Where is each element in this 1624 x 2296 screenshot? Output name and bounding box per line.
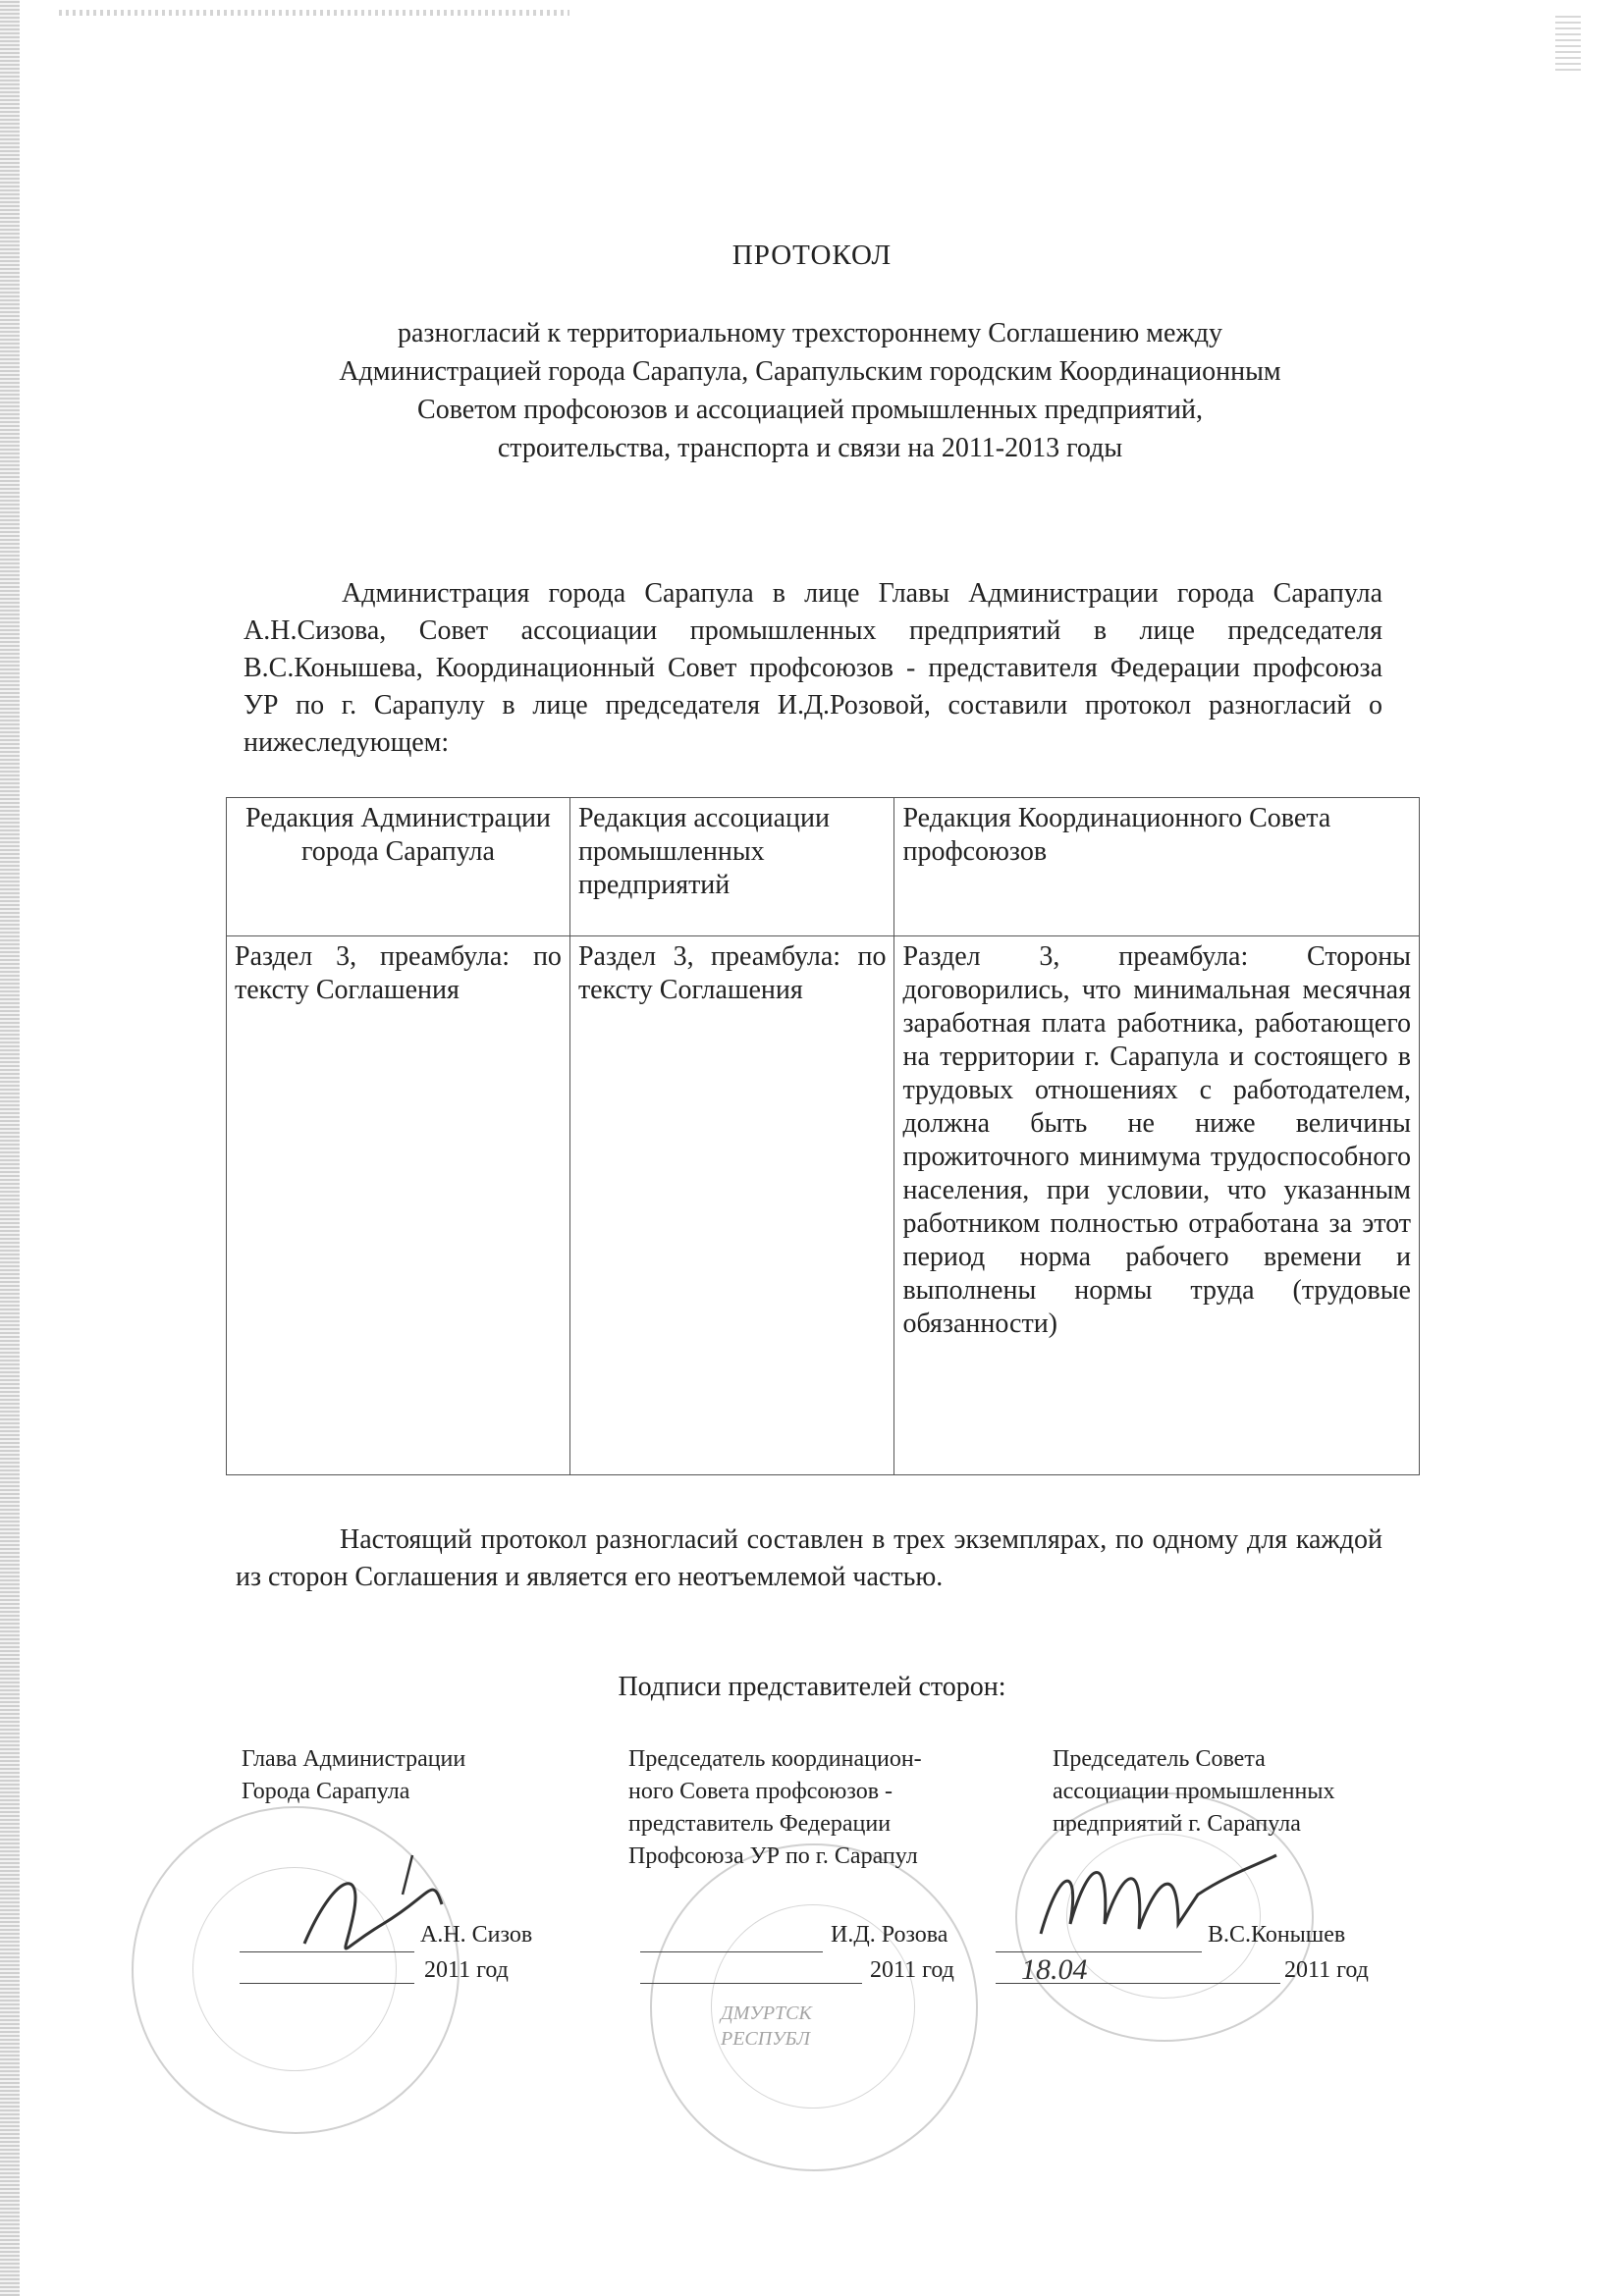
table-header-row — [227, 798, 1420, 936]
header-trade-unions: Редакция Координационного Совета профсоюзов — [894, 798, 1420, 936]
handwritten-signature-sizov — [295, 1836, 491, 1973]
signatory-position: ассоциации промышленных — [1053, 1779, 1335, 1804]
document-title: ПРОТОКОЛ — [731, 240, 893, 271]
cell-association: Раздел 3, преамбула: по тексту Соглашения — [569, 936, 894, 1475]
subtitle-line: Администрацией города Сарапула, Сарапульским городским Координационным — [339, 356, 1281, 387]
subtitle-line: разногласий к территориальному трехстороннему Соглашению между — [397, 318, 1222, 348]
signatory-position: Председатель Совета — [1053, 1746, 1266, 1772]
official-seal-stamp — [650, 1843, 978, 2171]
signatory-trade-unions — [628, 1743, 1021, 1873]
table-row — [227, 936, 1420, 1475]
handwritten-date: 18.04 — [1021, 1953, 1088, 1986]
date-line — [640, 1983, 862, 1984]
header-association: Редакция ассоциации промышленных предприятий — [569, 798, 894, 936]
subtitle-line: Советом профсоюзов и ассоциацией промышленных предприятий, — [417, 395, 1203, 425]
header-administration: Редакция Администрации города Сарапула — [227, 798, 570, 936]
closing-paragraph: Настоящий протокол разногласий составлен в трех экземплярах, по одному для каждой из сторон Соглашения и является его неотъемлемой частью. — [236, 1524, 1382, 1592]
signatory-date: 2011 год — [870, 1957, 954, 1983]
signatory-position: Председатель координацион- — [628, 1746, 922, 1772]
signatory-position: Глава Администрации — [242, 1746, 466, 1772]
subtitle-line: строительства, транспорта и связи на 2011-2013 годы — [497, 433, 1123, 463]
signatory-association — [1053, 1743, 1426, 1841]
document-subtitle — [236, 314, 1384, 467]
signatory-position: Профсоюза УР по г. Сарапул — [628, 1843, 918, 1869]
signatory-position: предприятий г. Сарапула — [1053, 1811, 1301, 1837]
signatory-administration — [242, 1743, 575, 1808]
signatures-heading: Подписи представителей сторон: — [618, 1672, 1006, 1702]
signatory-name: И.Д. Розова — [831, 1922, 948, 1948]
signature-line — [640, 1951, 823, 1952]
date-line — [240, 1983, 414, 1984]
disagreement-table — [226, 797, 1420, 1475]
cell-trade-unions: Раздел 3, преамбула: Стороны договорились, что минимальная месячная заработная плата работника, работающего на территории г. Сарапула и состоящего в трудовых отношениях с работодателем, должна быть не ниже величины прожиточного минимума трудоспособного населения, при условии, что указанным работником полностью отработана за этот период норма рабочего времени и выполнены нормы труда (трудовые обязанности) — [894, 936, 1420, 1475]
seal-text: ДМУРТСК — [721, 2002, 812, 2024]
signatory-name: А.Н. Сизов — [420, 1922, 533, 1948]
signatory-date: 2011 год — [424, 1957, 509, 1983]
seal-text: РЕСПУБЛ — [721, 2028, 811, 2050]
signatory-position: ного Совета профсоюзов - — [628, 1779, 893, 1804]
signatory-date: 2011 год — [1284, 1957, 1369, 1983]
cell-administration: Раздел 3, преамбула: по тексту Соглашения — [227, 936, 570, 1475]
signatory-position: Города Сарапула — [242, 1779, 410, 1804]
signatory-position: представитель Федерации — [628, 1811, 892, 1837]
intro-paragraph: Администрация города Сарапула в лице Главы Администрации города Сарапула А.Н.Сизова, Совет ассоциации промышленных предприятий в лице председателя В.С.Конышева, Координационный Совет профсоюзов - представителя Федерации профсоюза УР по г. Сарапулу в лице председателя И.Д.Розовой, составили протокол разногласий о нижеследующем: — [244, 578, 1382, 758]
signatory-name: В.С.Конышев — [1208, 1922, 1346, 1948]
handwritten-signature-konyshev — [1031, 1836, 1286, 1963]
